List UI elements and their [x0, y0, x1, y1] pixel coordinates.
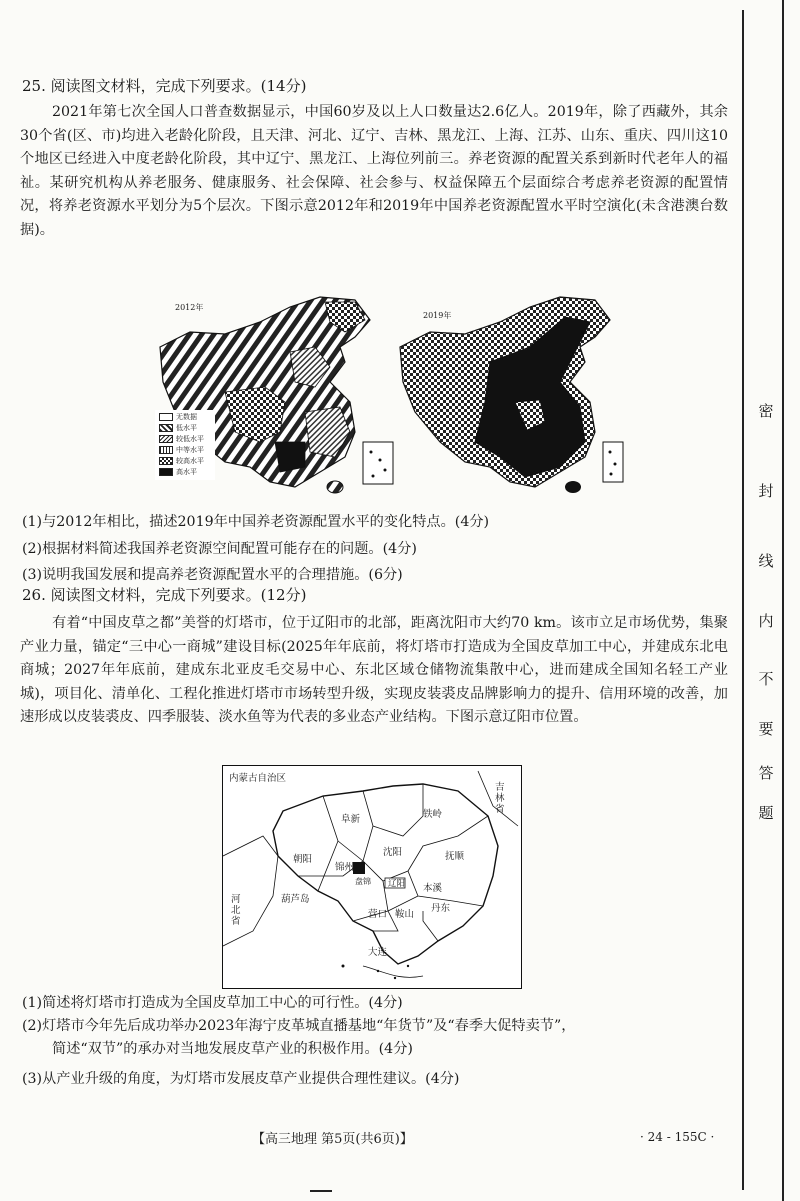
map-2019-label: 2019年: [423, 311, 452, 320]
seal-char: 要: [758, 720, 774, 738]
legend-item: 高水平: [159, 467, 197, 477]
bottom-mark: [310, 1190, 332, 1192]
map-label-benxi: 本溪: [423, 883, 443, 894]
map-label-tieling: 铁岭: [423, 809, 443, 820]
q25-paragraph: [20, 101, 728, 242]
q25-sub3: (3)说明我国发展和提高养老资源配置水平的合理措施。(6分): [22, 567, 403, 583]
q25-paragraph-text: 2021年第七次全国人口普查数据显示，中国60岁及以上人口数量达2.6亿人。2019年，除了西藏外，其余30个省(区、市)均进入老龄化阶段，且天津、河北、辽宁、吉林、黑龙江、上海、江苏、山东、重庆、四川这10个地区已经进入中度老龄化阶段，其中辽宁、黑龙江、上海位列前三。养老资源的配置关系到新时代老年人的福祉。某研究机构从养老服务、健康服务、社会保障、社会参与、权益保障五个层面综合考虑养老资源的配置情况，将养老资源水平划分为5个层次。下图示意2012年和2019年中国养老资源配置水平时空演化(未含港澳台数据)。: [20, 104, 728, 238]
seal-line-left: [742, 10, 744, 1190]
q26-paragraph-text: 有着“中国皮草之都”美誉的灯塔市，位于辽阳市的北部，距离沈阳市大约70 km。该市立足市场优势，集聚产业力量，锚定“三中心一商城”建设目标(2025年年底前，将灯塔市打造成为全国皮草加工中心，并建成东北电商城；2027年年底前，建成东北亚皮毛交易中心、东北区域仓储物流集散中心，进而建成全国知名轻工产业城)，项目化、清单化、工程化推进灯塔市市场转型升级，实现皮装裘皮品牌影响力的提升、信用环境的改善，加速形成以皮装裘皮、四季服装、淡水鱼等为代表的多业态产业结构。下图示意辽阳市位置。: [20, 615, 728, 725]
map-label-hebei: 河北省: [231, 894, 241, 927]
q26-sub1: (1)简述将灯塔市打造成为全国皮草加工中心的可行性。(4分): [22, 995, 403, 1011]
seal-char: 密: [758, 402, 774, 420]
seal-line-right: [782, 0, 784, 1201]
q26-sub3: (3)从产业升级的角度，为灯塔市发展皮草产业提供合理性建议。(4分): [22, 1071, 460, 1087]
q26-sub2: [22, 1015, 722, 1061]
map-label-fuxin: 阜新: [341, 814, 361, 825]
legend-item: 较高水平: [159, 456, 204, 466]
map-label-dandong: 丹东: [431, 903, 451, 914]
q25-sub2: (2)根据材料简述我国养老资源空间配置可能存在的问题。(4分): [22, 541, 417, 557]
map-label-jilin: 吉林省: [495, 782, 505, 815]
legend-item: 较低水平: [159, 434, 204, 444]
q25-maps-figure: [155, 292, 625, 502]
footer-code: · 24 - 155C ·: [640, 1130, 715, 1144]
q25-sub1: (1)与2012年相比，描述2019年中国养老资源配置水平的变化特点。(4分): [22, 514, 490, 530]
legend-item: 无数据: [159, 412, 197, 422]
seal-char: 封: [758, 482, 774, 500]
q25-maps-svg: [155, 292, 625, 502]
q25-title: 25. 阅读图文材料，完成下列要求。(14分): [22, 77, 307, 95]
map-legend: [155, 410, 215, 480]
map-2012-label: 2012年: [175, 303, 204, 312]
q26-paragraph: [20, 612, 728, 730]
map-label-dalian: 大连: [368, 947, 388, 958]
seal-char: 题: [758, 804, 774, 822]
map-2019: [400, 297, 623, 493]
map-label-chaoyang: 朝阳: [293, 854, 313, 865]
map-label-liaoyang: 辽阳: [388, 879, 406, 889]
q26-title: 26. 阅读图文材料，完成下列要求。(12分): [22, 586, 307, 604]
q26-sub2-line2: 简述“双节”的承办对当地发展皮草产业的积极作用。(4分): [52, 1041, 413, 1057]
map-label-anshan: 鞍山: [395, 909, 415, 920]
map-label-neimenggu: 内蒙古自治区: [229, 773, 287, 784]
seal-char: 线: [758, 552, 774, 570]
map-label-huludao: 葫芦岛: [281, 894, 310, 905]
legend-item: 中等水平: [159, 445, 204, 455]
map-label-fushun: 抚顺: [445, 851, 465, 862]
q26-map: [222, 765, 522, 989]
map-label-jinzhou: 锦州: [335, 862, 355, 873]
seal-char: 不: [758, 670, 774, 688]
map-label-shenyang: 沈阳: [383, 847, 403, 858]
q26-sub2-line1: (2)灯塔市今年先后成功举办2023年海宁皮革城直播基地“年货节”及“春季大促特卖节”，: [22, 1018, 576, 1034]
seal-char: 内: [758, 612, 774, 630]
seal-char: 答: [758, 764, 774, 782]
legend-item: 低水平: [159, 423, 197, 433]
map-label-yingkou: 营口: [368, 909, 388, 920]
map-label-panjin: 盘锦: [355, 877, 371, 886]
footer-page-info: 【高三地理 第5页(共6页)】: [252, 1132, 413, 1147]
